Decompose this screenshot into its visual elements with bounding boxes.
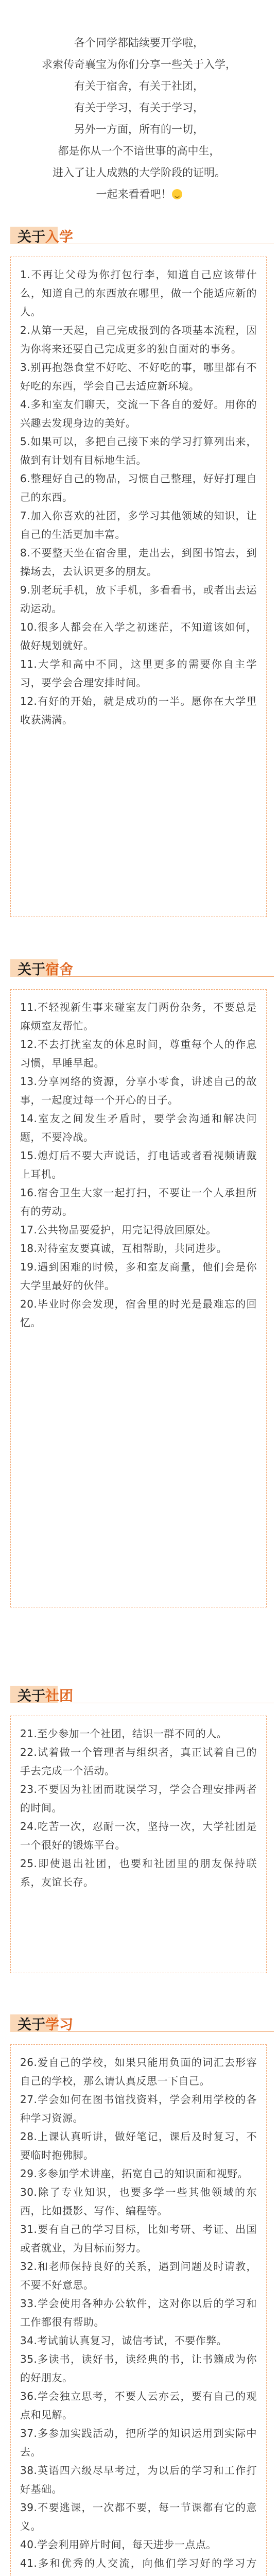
section-box-dormitory	[10, 989, 267, 1607]
list-item: 12.不去打扰室友的休息时间，尊重每个人的作息习惯，早睡早起。	[20, 1038, 257, 1069]
list-item: 18.对待室友要真诚，互相帮助，共同进步。	[20, 1242, 228, 1255]
intro-line: 进入了让人成熟的大学阶段的证明。	[53, 166, 225, 179]
list-item: 27.学会如何在图书馆找资料，学会利用学校的各种学习资源。	[20, 2093, 257, 2124]
section-banner-study	[10, 2014, 274, 2032]
list-item: 29.多参加学术讲座，拓宽自己的知识面和视野。	[20, 2167, 249, 2180]
list-item: 36.学会独立思考，不要人云亦云，要有自己的观点和见解。	[20, 2390, 257, 2421]
list-item: 9.别老玩手机，放下手机，多看看书，或者出去运动运动。	[20, 584, 257, 615]
list-item: 16.宿舍卫生大家一起打扫，不要让一个人承担所有的劳动。	[20, 1187, 257, 1217]
list-item: 20.毕业时你会发现，宿舍里的时光是最难忘的回忆。	[20, 1298, 257, 1329]
list-item: 33.学会使用各种办公软件，这对你以后的学习和工作都很有帮助。	[20, 2297, 257, 2328]
section-box-study	[10, 2044, 267, 2576]
list-item: 28.上课认真听讲，做好笔记，课后及时复习，不要临时抱佛脚。	[20, 2130, 257, 2161]
section-banner-clubs	[10, 1686, 274, 1703]
list-item: 37.多参加实践活动，把所学的知识运用到实际中去。	[20, 2427, 257, 2458]
section-title-accent: 宿舍	[45, 962, 73, 978]
list-item: 19.遇到困难的时候，多和室友商量，他们会是你大学里最好的伙伴。	[20, 1261, 257, 1292]
section-title	[18, 958, 73, 978]
list-item: 40.学会利用碎片时间，每天进步一点点。	[20, 2538, 217, 2551]
list-item: 5.如果可以，多把自己接下来的学习打算列出来，做到有计划有目标地生活。	[20, 435, 257, 466]
section-title	[18, 1685, 73, 1705]
list-item: 26.爱自己的学校，如果只能用负面的词汇去形容自己的学校，那么请认真反思一下自己。	[20, 2056, 257, 2087]
banner-divider	[58, 976, 274, 977]
section-title-prefix: 关于	[18, 2017, 45, 2033]
list-item: 14.室友之间发生矛盾时，要学会沟通和解决问题，不要冷战。	[20, 1112, 257, 1143]
list-item: 8.不要整天坐在宿舍里，走出去，到图书馆去，到操场去，去认识更多的朋友。	[20, 547, 257, 578]
list-item: 2.从第一天起，自己完成报到的各项基本流程，因为你将来还要自己完成更多的独自面对的事务。	[20, 324, 257, 355]
list-item: 22.试着做一个管理者与组织者，真正试着自己的手去完成一个活动。	[20, 1746, 257, 1777]
list-item: 32.和老师保持良好的关系，遇到问题及时请教，不要不好意思。	[20, 2260, 257, 2291]
section-title-accent: 入学	[45, 229, 73, 245]
list-item: 11.不轻视新生事来碰室友门两份杂务，不要总是麻烦室友帮忙。	[20, 1001, 257, 1032]
list-item: 34.考试前认真复习，诚信考试，不要作弊。	[20, 2334, 228, 2347]
list-item: 38.英语四六级尽早考过，为以后的学习和工作打好基础。	[20, 2464, 257, 2495]
list-item: 12.有好的开始，就是成功的一半。愿你在大学里收获满满。	[20, 695, 257, 726]
list-item: 3.别再抱怨食堂不好吃、不好吃的事，哪里都有不好吃的东西，学会自己去适应新环境。	[20, 361, 257, 392]
section-title	[18, 226, 73, 246]
section-box-clubs	[10, 1716, 267, 1973]
section-title-prefix: 关于	[18, 229, 45, 245]
list-item: 13.分享网络的资源，分享小零食，讲述自己的故事，一起度过每一个开心的日子。	[20, 1075, 257, 1106]
list-item: 23.不要因为社团而耽误学习，学会合理安排两者的时间。	[20, 1783, 257, 1814]
banner-highlight	[10, 227, 73, 245]
banner-highlight	[10, 1686, 73, 1704]
list-item: 6.整理好自己的物品，习惯自己整理，好好打理自己的东西。	[20, 472, 257, 503]
intro-line: 求索传奇襄宝为你们分享一些关于入学，	[42, 58, 236, 71]
section-title-prefix: 关于	[18, 1688, 45, 1704]
intro-line: 有关于学习，有关于学习，	[74, 101, 204, 114]
list-item: 39.不要逃课，一次都不要，每一节课都有它的意义。	[20, 2501, 257, 2532]
list-item: 4.多和室友们聊天，交流一下各自的爱好。用你的兴趣去发现身边的美好。	[20, 398, 257, 429]
section-box-enrollment	[10, 257, 267, 917]
list-item: 30.除了专业知识，也要多学一些其他领域的东西，比如摄影、写作、编程等。	[20, 2186, 257, 2217]
banner-divider	[58, 2031, 274, 2032]
list-item: 31.要有自己的学习目标，比如考研、考证、出国或者就业，为目标而努力。	[20, 2223, 257, 2254]
section-title-accent: 社团	[45, 1688, 73, 1704]
intro-text	[10, 32, 268, 205]
list-item: 41.多和优秀的人交流，向他们学习好的学习方	[20, 2557, 257, 2569]
list-item: 11.大学和高中不同，这里更多的需要你自主学习，要学会合理安排时间。	[20, 658, 257, 689]
section-banner-dormitory	[10, 959, 274, 977]
smile-emoji-icon	[172, 189, 182, 199]
section-title	[18, 2013, 73, 2033]
list-item: 35.多读书，读好书，读经典的书，让书籍成为你的好朋友。	[20, 2353, 257, 2384]
banner-highlight	[10, 959, 73, 978]
section-banner-enrollment	[10, 227, 274, 244]
intro-line: 有关于宿舍，有关于社团，	[74, 80, 204, 92]
intro-line: 都是你从一个不谙世事的高中生，	[58, 145, 220, 157]
list-item: 1.不再让父母为你打包行李，知道自己应该带什么，知道自己的东西放在哪里，做一个能适应新的人。	[20, 268, 257, 318]
intro-line-text: 一起来看看吧！	[96, 188, 172, 200]
list-item: 21.至少参加一个社团，结识一群不同的人。	[20, 1727, 228, 1740]
list-item: 24.吃苦一次，忍耐一次，坚持一次，大学社团是一个很好的锻炼平台。	[20, 1820, 257, 1851]
intro-line-last	[10, 183, 268, 205]
list-item: 7.加入你喜欢的社团，多学习其他领域的知识，让自己的生活更加丰富。	[20, 510, 257, 540]
banner-highlight	[10, 2014, 73, 2033]
intro-line: 各个同学都陆续要开学啦，	[74, 37, 204, 49]
list-item: 10.很多人都会在入学之初迷茫，不知道该如何，做好规划就好。	[20, 621, 257, 652]
section-title-accent: 学习	[45, 2017, 73, 2033]
intro-line: 另外一方面，所有的一切，	[74, 123, 204, 135]
list-item: 17.公共物品要爱护，用完记得放回原处。	[20, 1224, 217, 1236]
list-item: 25.即使退出社团，也要和社团里的朋友保持联系，友谊长存。	[20, 1857, 257, 1888]
list-item: 15.熄灯后不要大声说话，打电话或者看视频请戴上耳机。	[20, 1149, 257, 1180]
section-title-prefix: 关于	[18, 962, 45, 978]
